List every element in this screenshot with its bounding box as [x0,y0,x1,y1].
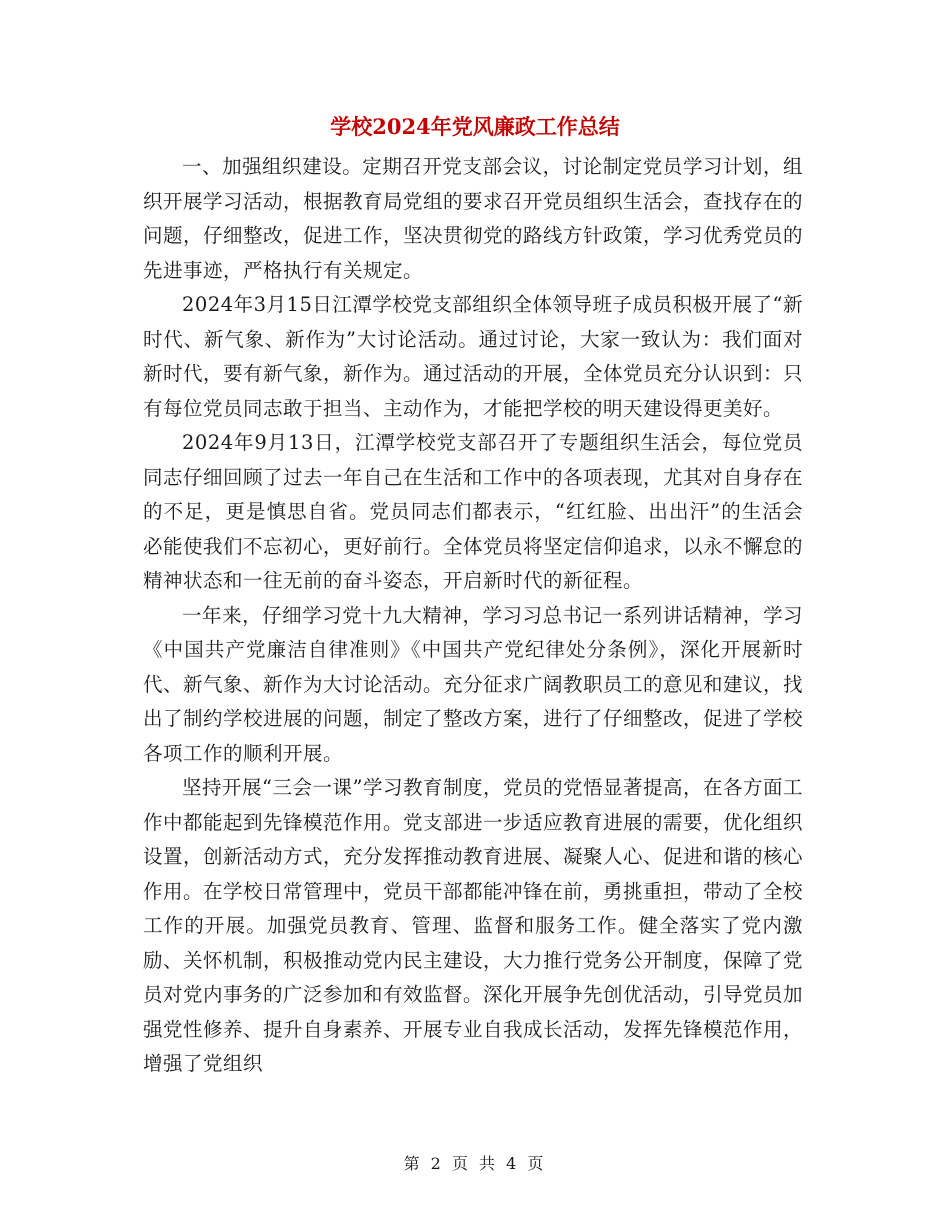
paragraph-march-discussion: 2024年3月15日江潭学校党支部组织全体领导班子成员积极开展了“新时代、新气象、新作为”大讨论活动。通过讨论，大家一致认为：我们面对新时代，要有新气象，新作为。通过活动的开展，全体党员充分认识到：只有每位党员同志敢于担当、主动作为，才能把学校的明天建设得更美好。 [143,293,804,420]
document-body [143,150,803,1082]
page-number-footer: 第 2 页 共 4 页 [403,1154,547,1173]
paragraph-september-meeting: 2024年9月13日，江潭学校党支部召开了专题组织生活会，每位党员同志仔细回顾了过去一年自己在生活和工作中的各项表现，尤其对自身存在的不足，更是慎思自省。党员同志们都表示，“红红脸、出出汗”的生活会必能使我们不忘初心，更好前行。全体党员将坚定信仰追求，以永不懈怠的精神状态和一往无前的奋斗姿态，开启新时代的新征程。 [143,431,804,592]
paragraph-year-study: 一年来，仔细学习党十九大精神，学习习总书记一系列讲话精神，学习《中国共产党廉洁自律准则》《中国共产党纪律处分条例》，深化开展新时代、新气象、新作为大讨论活动。充分征求广阔教职员工的意见和建议，找出了制约学校进展的问题，制定了整改方案，进行了仔细整改，促进了学校各项工作的顺利开展。 [143,603,804,765]
document-title: 学校2024年党风廉政工作总结 [330,114,620,139]
paragraph-three-meetings: 坚持开展“三会一课”学习教育制度，党员的党悟显著提高，在各方面工作中都能起到先锋模范作用。党支部进一步适应教育进展的需要，优化组织设置，创新活动方式，充分发挥推动教育进展、凝聚人心、促进和谐的核心作用。在学校日常管理中，党员干部都能冲锋在前，勇挑重担，带动了全校工作的开展。加强党员教育、管理、监督和服务工作。健全落实了党内激励、关怀机制，积极推动党内民主建设，大力推行党务公开制度，保障了党员对党内事务的广泛参加和有效监督。深化开展争先创优活动，引导党员加强党性修养、提升自身素养、开展专业自我成长活动，发挥先锋模范作用， 增强了党组织 [143,776,804,1075]
paragraph-organization: 一、加强组织建设。定期召开党支部会议，讨论制定党员学习计划，组织开展学习活动，根据教育局党组的要求召开党员组织生活会，查找存在的问题，仔细整改，促进工作，坚决贯彻党的路线方针政策，学习优秀党员的先进事迹，严格执行有关规定。 [143,155,804,282]
